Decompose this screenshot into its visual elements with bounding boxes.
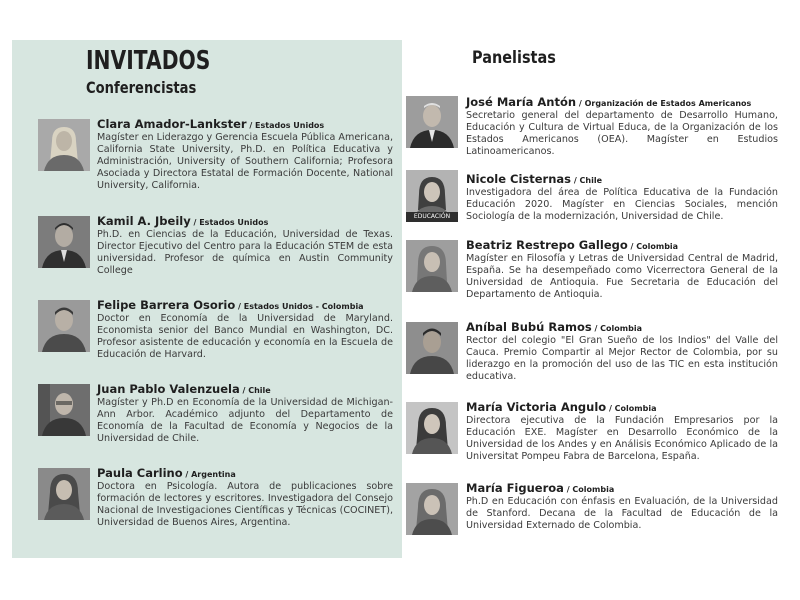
panelistas-heading: Panelistas <box>472 48 556 68</box>
speaker-bio: Doctor en Economía de la Universidad de Maryland. Economista senior del Banco Mundial en Washington, DC. Profesor asistente de educación y economía en la Escuela de Educación de Harvard. <box>97 313 393 361</box>
conferencistas-heading: Conferencistas <box>86 78 197 97</box>
panelist-photo <box>406 483 458 535</box>
panelist-bio: Directora ejecutiva de la Fundación Empresarios por la Educación EXE. Magíster en Desarrollo Económico de la Universidad de los Andes y en Análisis Económico Aplicado de la Universitat Pompeu Fabra de Barcelona, España. <box>466 415 778 463</box>
panelist-name: María Figueroa <box>466 481 564 495</box>
panelist-name: María Victoria Angulo <box>466 400 607 414</box>
panelist-bio: Rector del colegio "El Gran Sueño de los Indios" del Valle del Cauca. Premio Compartir al Mejor Rector de Colombia, por su liderazgo en la promoción del uso de las TIC en esta institución educativa. <box>466 335 778 383</box>
speaker-bio: Ph.D. en Ciencias de la Educación, Universidad de Texas. Director Ejecutivo del Centro para la Educación STEM de esta universidad. Profesor de química en Austin Community College <box>97 229 393 277</box>
panelist-country: / Colombia <box>627 242 679 251</box>
panelist-photo <box>406 170 458 222</box>
speaker-photo <box>38 468 90 520</box>
panelist-photo <box>406 240 458 292</box>
speaker-photo <box>38 300 90 352</box>
speaker-name: Felipe Barrera Osorio <box>97 298 236 312</box>
invitados-title: INVITADOS <box>86 46 211 76</box>
speaker-name: Paula Carlino <box>97 466 183 480</box>
panelist-country: / Colombia <box>591 324 642 333</box>
photo-badge-text: EDUCACIÓN <box>413 213 451 220</box>
speaker-name: Juan Pablo Valenzuela <box>97 382 240 396</box>
panelist-photo <box>406 96 458 148</box>
panelist-country: / Colombia <box>606 404 657 413</box>
panelist-country: / Organización de Estados Americanos <box>576 99 752 108</box>
speaker-country: / Chile <box>239 386 271 395</box>
speaker-photo <box>38 384 90 436</box>
speaker-name: Kamil A. Jbeily <box>97 214 191 228</box>
speaker-country: / Argentina <box>182 470 236 479</box>
speaker-bio: Magíster y Ph.D en Economía de la Universidad de Michigan-Ann Arbor. Académico adjunto del Departamento de Economía de la Facultad de Economía y Negocios de la Universidad de Chile. <box>97 397 393 445</box>
panelist-bio: Magíster en Filosofía y Letras de Universidad Central de Madrid, España. Se ha desempeñado como Vicerrectora General de la Universidad de Antioquia. Fue Secretaria de Educación del Departamento de Antioquia. <box>466 253 778 301</box>
panelist-name: Aníbal Bubú Ramos <box>466 320 592 334</box>
speaker-photo <box>38 216 90 268</box>
speaker-country: / Estados Unidos - Colombia <box>235 302 364 311</box>
panelist-name: Nicole Cisternas <box>466 172 572 186</box>
panelist-country: / Colombia <box>563 485 615 494</box>
speaker-name: Clara Amador-Lankster <box>97 117 247 131</box>
speaker-country: / Estados Unidos <box>190 218 269 227</box>
panelist-name: Beatriz Restrepo Gallego <box>466 238 628 252</box>
speaker-photo <box>38 119 90 171</box>
speaker-bio: Doctora en Psicología. Autora de publicaciones sobre formación de lectores y escritores. Investigadora del Consejo Nacional de Investigaciones Científicas y Técnicas (COCINET), Universidad de Buenos Aires, Argentina. <box>97 481 393 529</box>
panelist-photo <box>406 402 458 454</box>
panelist-name: José María Antón <box>466 95 577 109</box>
speaker-country: / Estados Unidos <box>246 121 325 130</box>
panelist-photo <box>406 322 458 374</box>
speaker-bio: Magíster en Liderazgo y Gerencia Escuela Pública Americana, California State University, Ph.D. en Política Educativa y Administración, University of Southern California; Profesora Asociada y Directora Estatal de Formación Docente, National University, California. <box>97 132 393 192</box>
panelist-bio: Ph.D en Educación con énfasis en Evaluación, de la Universidad de Stanford. Decana de la Facultad de Educación de la Universidad Externado de Colombia. <box>466 496 778 532</box>
panelist-bio: Secretario general del departamento de Desarrollo Humano, Educación y Cultura de Virtual Educa, de la Organización de los Estados Americanos (OEA). Magíster en Estudios Latinoamericanos. <box>466 110 778 158</box>
panelist-bio: Investigadora del área de Política Educativa de la Fundación Educación 2020. Magíster en Ciencias Sociales, mención Sociología de la modernización, Universidad de Chile. <box>466 187 778 223</box>
panelist-country: / Chile <box>571 176 602 185</box>
